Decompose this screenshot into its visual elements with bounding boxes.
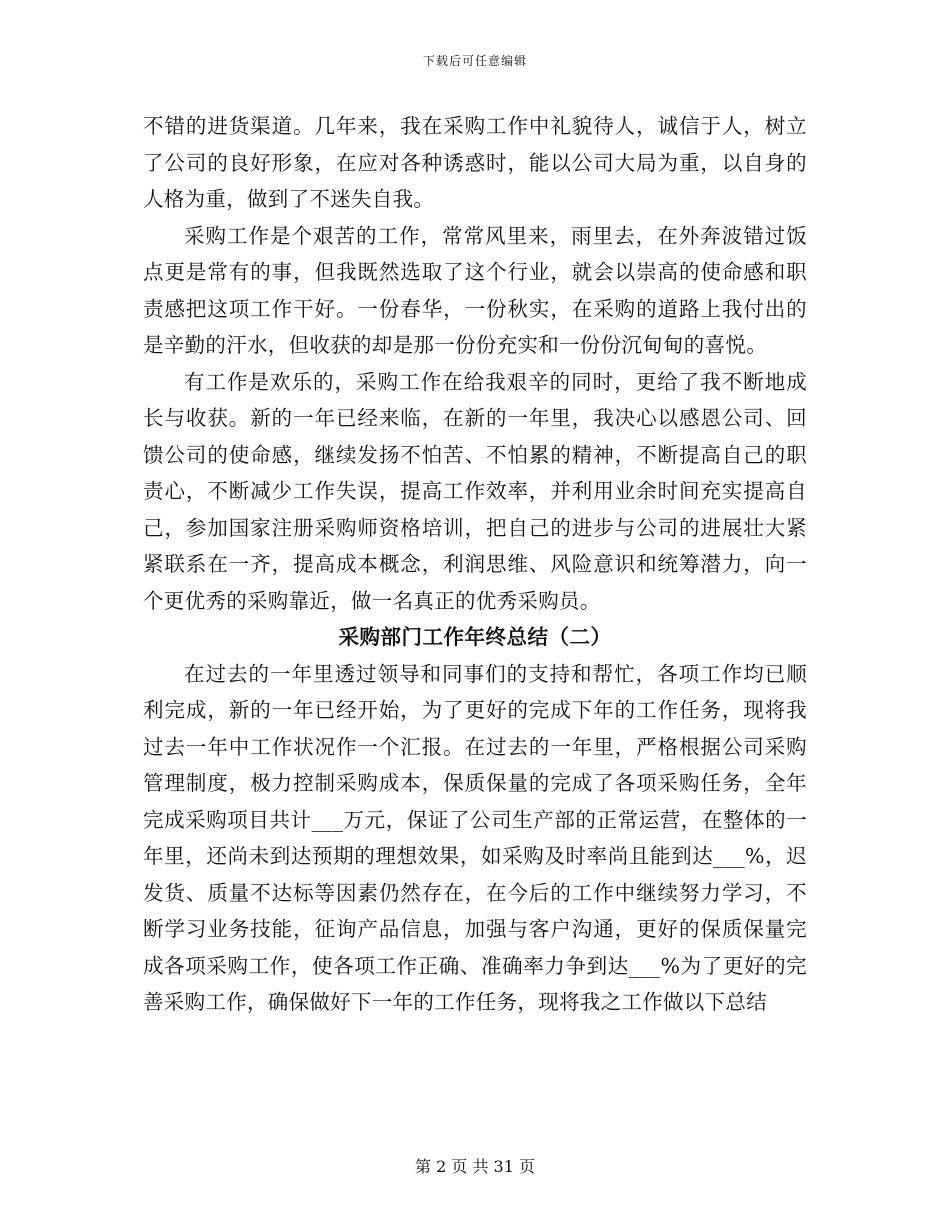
document-body xyxy=(143,108,807,1021)
section-paragraph-1: 在过去的一年里透过领导和同事们的支持和帮忙，各项工作均已顺利完成，新的一年已经开始，为了更好的完成下年的工作任务，现将我过去一年中工作状况作一个汇报。在过去的一年里，严格根据公司采购管理制度，极力控制采购成本，保质保量的完成了各项采购任务，全年完成采购项目共计___万元，保证了公司生产部的正常运营，在整体的一年里，还尚未到达预期的理想效果，如采购及时率尚且能到达___%，迟发货、质量不达标等因素仍然存在，在今后的工作中继续努力学习，不断学习业务技能，征询产品信息，加强与客户沟通，更好的保质保量完成各项采购工作，使各项工作正确、准确率力争到达___%为了更好的完善采购工作，确保做好下一年的工作任务，现将我之工作做以下总结 xyxy=(143,661,807,1014)
paragraph-1: 不错的进货渠道。几年来，我在采购工作中礼貌待人，诚信于人，树立了公司的良好形象，在应对各种诱惑时，能以公司大局为重，以自身的人格为重，做到了不迷失自我。 xyxy=(143,114,807,211)
page-footer: 第 2 页 共 31 页 xyxy=(415,1157,535,1176)
paragraph-3: 有工作是欢乐的，采购工作在给我艰辛的同时，更给了我不断地成长与收获。新的一年已经来临，在新的一年里，我决心以感恩公司、回馈公司的使命感，继续发扬不怕苦、不怕累的精神，不断提高自己的职责心，不断减少工作失误，提高工作效率，并利用业余时间充实提高自己，参加国家注册采购师资格培训，把自己的进步与公司的进展壮大紧紧联系在一齐，提高成本概念，利润思维、风险意识和统筹潜力，向一个更优秀的采购靠近，做一名真正的优秀采购员。 xyxy=(143,369,807,613)
section-title: 采购部门工作年终总结（二） xyxy=(338,625,612,649)
paragraph-2: 采购工作是个艰苦的工作，常常风里来，雨里去，在外奔波错过饭点更是常有的事，但我既然选取了这个行业，就会以崇高的使命感和职责感把这项工作干好。一份春华，一份秋实，在采购的道路上我付出的是辛勤的汗水，但收获的却是那一份份充实和一份份沉甸甸的喜悦。 xyxy=(143,223,807,357)
page-header: 下载后可任意编辑 xyxy=(422,54,527,68)
